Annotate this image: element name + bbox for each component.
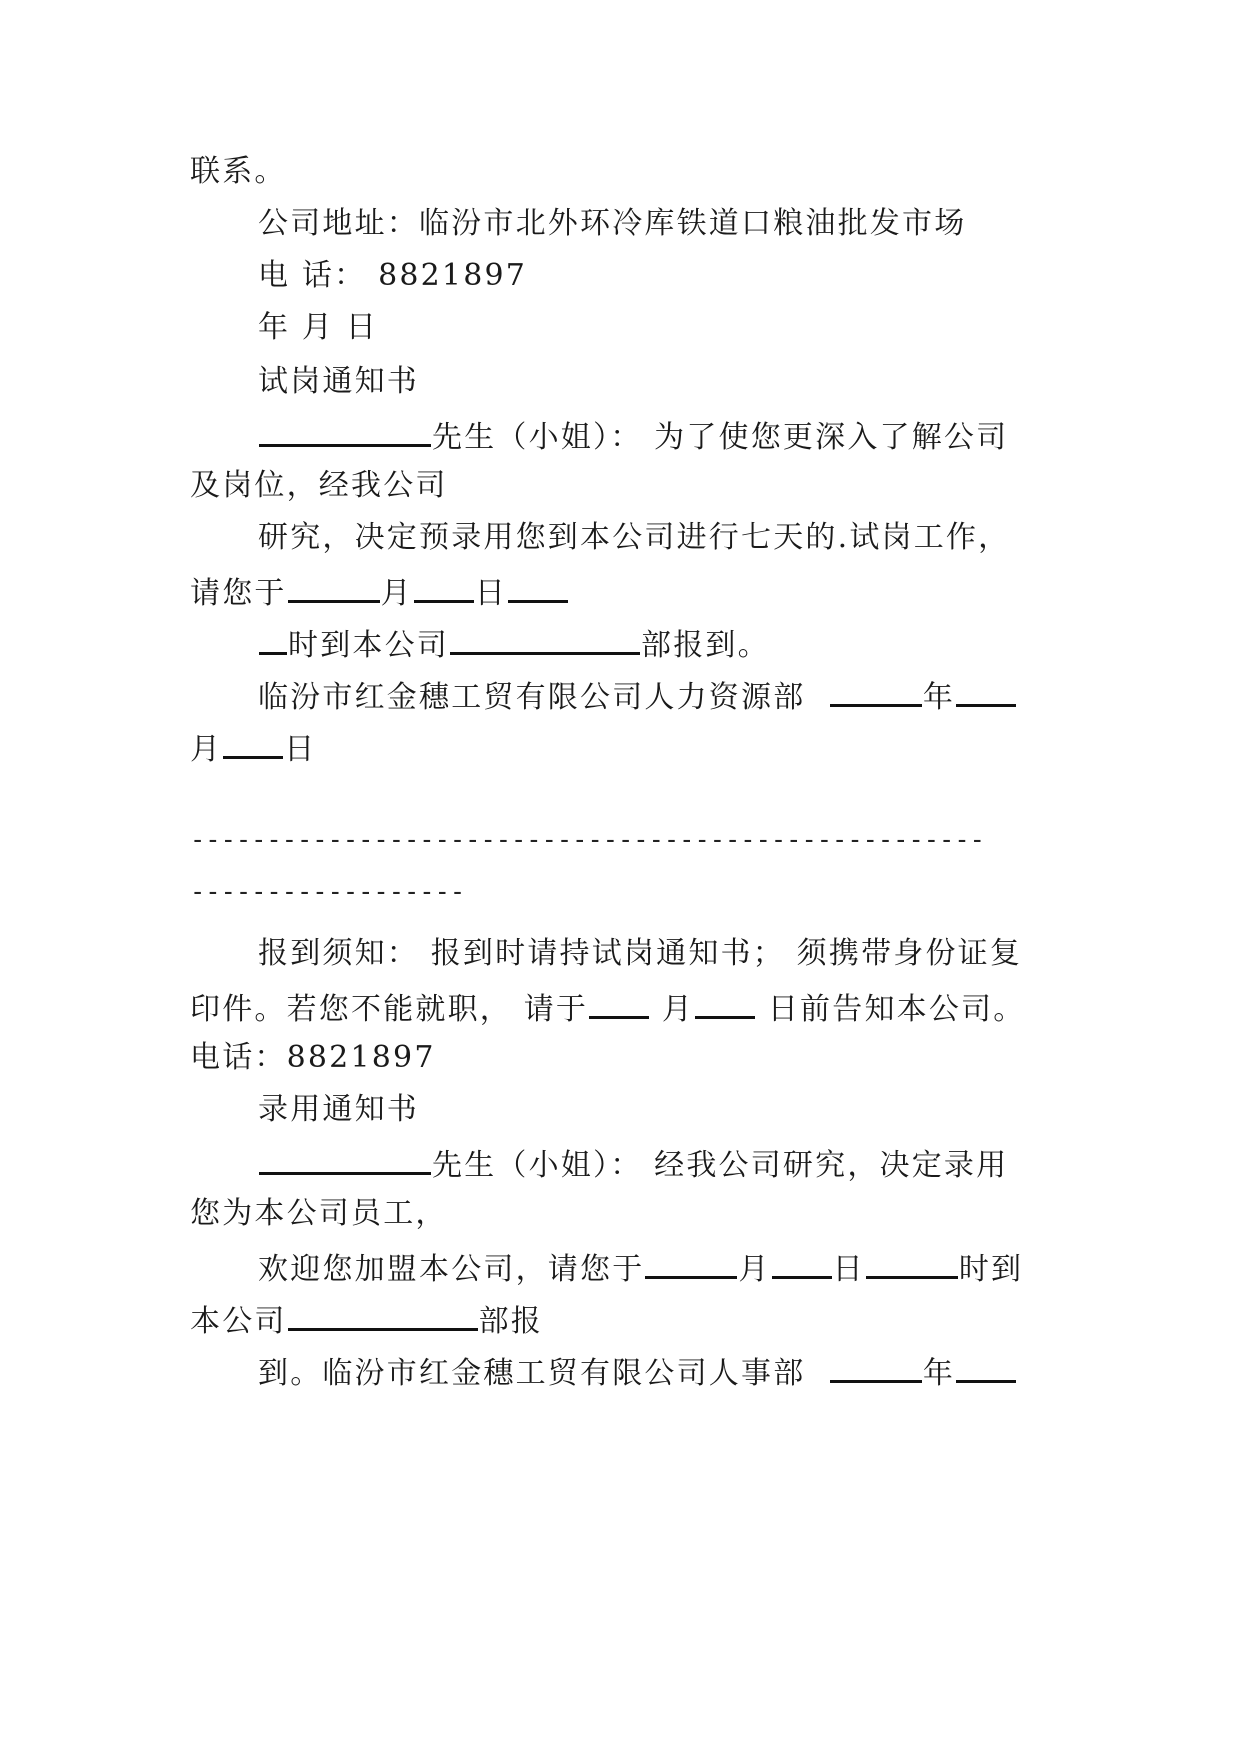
hour-blank bbox=[866, 1246, 958, 1279]
offer-notice-title bbox=[258, 1090, 1060, 1130]
text-segment: 部报 bbox=[478, 1304, 544, 1339]
text-segment: 印件。若您不能就职， 请于 bbox=[190, 992, 589, 1027]
text-segment: 日前告知本公司。 bbox=[767, 992, 1026, 1027]
text-segment: 本公司 bbox=[190, 1304, 287, 1339]
company-address bbox=[258, 204, 1060, 244]
day-blank bbox=[414, 570, 474, 603]
text-segment: 试岗通知书 bbox=[258, 364, 419, 399]
offer-dept-line bbox=[190, 1298, 1060, 1342]
department-blank bbox=[288, 1298, 478, 1331]
year-blank bbox=[830, 674, 922, 707]
separator-dashes: ---------------------------------------------------- bbox=[190, 824, 985, 854]
text-segment: 请您于 bbox=[190, 576, 287, 611]
offer-date-line bbox=[258, 1246, 1060, 1290]
month-blank bbox=[589, 986, 649, 1019]
trial-date-line bbox=[190, 570, 1060, 614]
trial-dept-line bbox=[258, 622, 1060, 666]
text-segment: 电话：8821897 bbox=[190, 1040, 436, 1075]
text-segment: 年 bbox=[922, 680, 956, 715]
name-blank bbox=[259, 414, 431, 447]
text-segment: 到。临汾市红金穗工贸有限公司人事部 bbox=[258, 1356, 806, 1391]
month-blank bbox=[956, 674, 1016, 707]
day-blank bbox=[695, 986, 755, 1019]
text-segment: 欢迎您加盟本公司，请您于 bbox=[258, 1252, 645, 1287]
text-line bbox=[258, 518, 1060, 558]
hour-blank bbox=[508, 570, 568, 603]
trial-signature-line bbox=[258, 674, 1060, 718]
day-blank bbox=[772, 1246, 832, 1279]
text-segment: 公司地址：临汾市北外环冷库铁道口粮油批发市场 bbox=[258, 206, 967, 241]
company-phone bbox=[258, 256, 1060, 296]
text-segment: 日 bbox=[832, 1252, 865, 1287]
text-segment: 部报到。 bbox=[641, 628, 770, 663]
text-segment: 月 bbox=[661, 992, 695, 1027]
date-line bbox=[258, 308, 1060, 348]
trial-notice-title bbox=[258, 362, 1060, 402]
text-line bbox=[190, 466, 1060, 506]
text-segment: 日 bbox=[474, 576, 508, 611]
text-segment: 年 月 日 bbox=[258, 310, 379, 345]
text-segment: 联系。 bbox=[190, 154, 287, 189]
trial-signature-date bbox=[190, 726, 1060, 770]
offer-notice-salutation bbox=[258, 1142, 1060, 1186]
text-segment: 录用通知书 bbox=[258, 1092, 419, 1127]
name-blank bbox=[259, 1142, 431, 1175]
text-segment: 临汾市红金穗工贸有限公司人力资源部 bbox=[258, 680, 806, 715]
text-segment: 电 话： 8821897 bbox=[258, 258, 528, 293]
text-segment: 及岗位，经我公司 bbox=[190, 468, 448, 503]
text-segment: 月 bbox=[190, 732, 223, 767]
hour-blank bbox=[259, 622, 287, 655]
text-segment: 您为本公司员工， bbox=[190, 1196, 448, 1231]
separator-dashes: ------------------ bbox=[190, 876, 466, 906]
text-segment: 时到 bbox=[958, 1252, 1024, 1287]
trial-notice-salutation bbox=[258, 414, 1060, 458]
report-notes bbox=[258, 934, 1060, 974]
month-blank bbox=[956, 1350, 1016, 1383]
text-segment: 报到须知： 报到时请持试岗通知书； 须携带身份证复 bbox=[258, 936, 1023, 971]
text-line bbox=[190, 1194, 1060, 1234]
text-line bbox=[190, 152, 1060, 192]
text-segment: 先生（小姐）： 为了使您更深入了解公司 bbox=[432, 420, 1009, 455]
text-segment: 年 bbox=[922, 1356, 956, 1391]
day-blank bbox=[223, 726, 283, 759]
text-segment: 月 bbox=[380, 576, 413, 611]
month-blank bbox=[288, 570, 380, 603]
text-segment: 日 bbox=[284, 732, 317, 767]
report-notes-deadline bbox=[190, 986, 1060, 1030]
text-segment: 月 bbox=[738, 1252, 771, 1287]
text-segment: 先生（小姐）： 经我公司研究，决定录用 bbox=[432, 1148, 1009, 1183]
department-blank bbox=[450, 622, 640, 655]
text-segment: 研究，决定预录用您到本公司进行七天的.试岗工作， bbox=[258, 520, 1011, 555]
text-segment: 时到本公司 bbox=[288, 628, 449, 663]
offer-signature-line bbox=[258, 1350, 1060, 1394]
report-notes-phone bbox=[190, 1038, 1060, 1078]
year-blank bbox=[830, 1350, 922, 1383]
month-blank bbox=[645, 1246, 737, 1279]
